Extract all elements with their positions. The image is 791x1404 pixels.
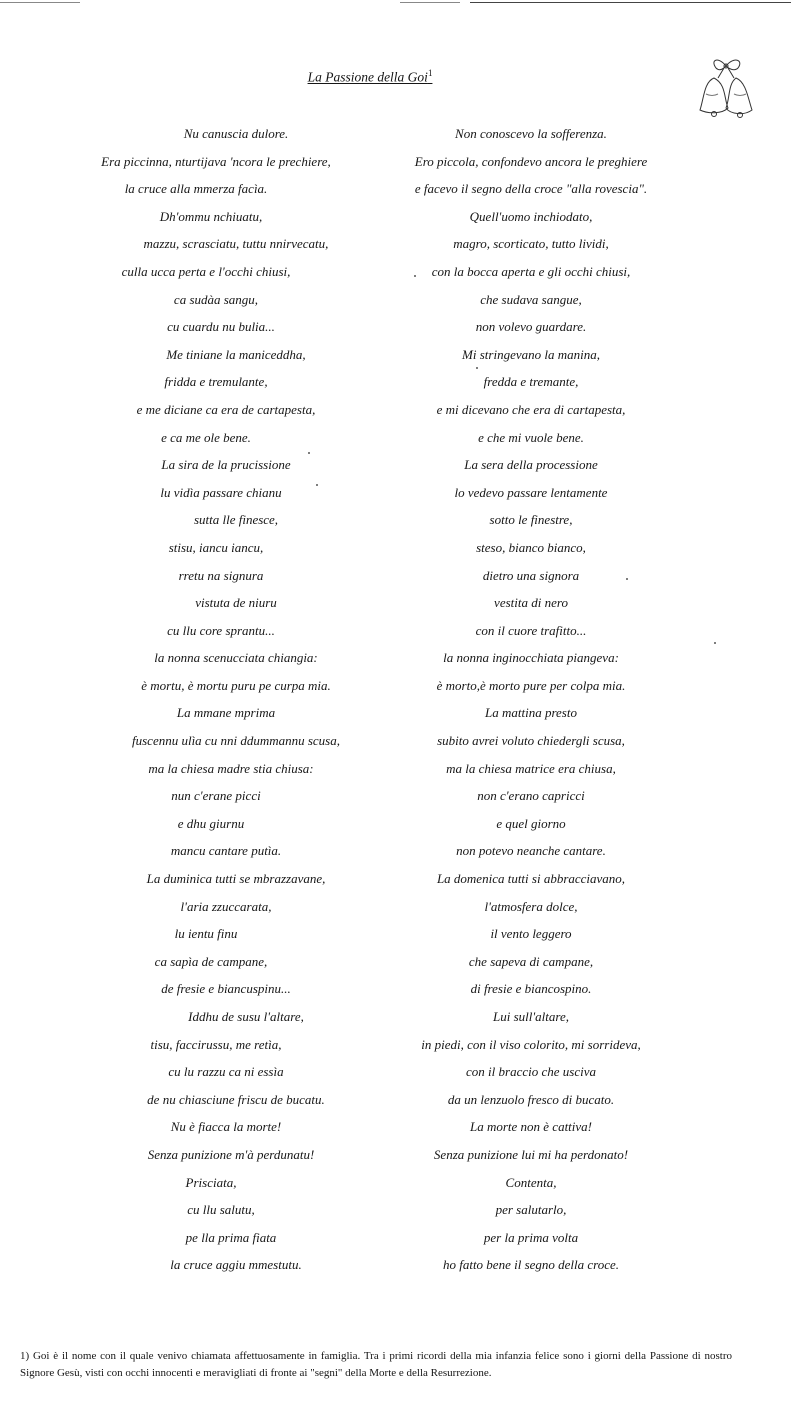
dialect-line: nun c'erane picci xyxy=(171,788,261,804)
italian-line: con il braccio che usciva xyxy=(466,1064,596,1080)
italian-line: lo vedevo passare lentamente xyxy=(454,484,608,500)
dialect-line: Senza punizione m'à perdunatu! xyxy=(147,1146,315,1162)
dialect-line: de nu chiasciune friscu de bucatu. xyxy=(147,1091,325,1107)
italian-line: Mi stringevano la manina, xyxy=(462,346,600,362)
dialect-line: stisu, iancu iancu, xyxy=(168,539,264,555)
italian-line: dietro una signora xyxy=(482,567,580,583)
scan-speck xyxy=(308,452,310,454)
dialect-line: Prisciata, xyxy=(185,1174,237,1190)
dialect-line: e dhu giurnu xyxy=(177,815,245,831)
dialect-line: Dh'ommu nchiuatu, xyxy=(159,208,263,224)
italian-line: per la prima volta xyxy=(483,1229,579,1245)
dialect-line: cu llu salutu, xyxy=(187,1202,255,1218)
italian-line: fredda e tremante, xyxy=(483,374,579,390)
dialect-line: mancu cantare putìa. xyxy=(170,843,282,859)
page-title xyxy=(0,68,740,86)
scan-speck xyxy=(476,367,478,369)
italian-line: con la bocca aperta e gli occhi chiusi, xyxy=(431,263,631,279)
italian-line: Ero piccola, confondevo ancora le preghiere xyxy=(414,153,648,169)
dialect-line: pe lla prima fiata xyxy=(185,1229,277,1245)
dialect-line: Iddhu de susu l'altare, xyxy=(188,1009,304,1024)
title-footnote-marker: 1 xyxy=(427,68,433,78)
italian-line: non c'erano capricci xyxy=(477,788,585,804)
dialect-line: rretu na signura xyxy=(178,567,264,583)
italian-line: La mattina presto xyxy=(485,705,577,721)
dialect-line: cu cuardu nu bulia... xyxy=(167,319,275,335)
italian-line: subito avrei voluto chiedergli scusa, xyxy=(437,733,625,749)
italian-line: di fresie e biancospino. xyxy=(470,981,592,997)
scan-speck xyxy=(414,275,416,277)
page-title-text: La Passione della Goi xyxy=(307,69,428,85)
dialect-line: ca sapìa de campane, xyxy=(154,953,268,969)
italian-line: ho fatto bene il segno della croce. xyxy=(442,1257,620,1273)
dialect-line: ma la chiesa madre stia chiusa: xyxy=(148,760,314,776)
scan-speck xyxy=(714,642,716,644)
italian-line: è morto,è morto pure per colpa mia. xyxy=(436,677,626,693)
christmas-bells-icon xyxy=(692,48,756,128)
scan-speck xyxy=(626,578,628,580)
dialect-line: La duminica tutti se mbrazzavane, xyxy=(146,871,326,887)
dialect-line: cu llu core sprantu... xyxy=(167,622,275,638)
dialect-line: la nonna scenucciata chiangia: xyxy=(154,650,318,666)
italian-line: sotto le finestre, xyxy=(489,512,573,528)
italian-line: l'atmosfera dolce, xyxy=(484,898,578,914)
italian-line: in piedi, con il viso colorito, mi sorrideva, xyxy=(421,1036,641,1052)
italian-line: che sudava sangue, xyxy=(480,291,582,307)
italian-line: non potevo neanche cantare. xyxy=(456,843,606,859)
italian-line: da un lenzuolo fresco di bucato. xyxy=(447,1091,615,1107)
dialect-line: lu ientu finu xyxy=(174,926,238,942)
dialect-line: e me diciane ca era de cartapesta, xyxy=(136,401,316,417)
italian-line: e facevo il segno della croce "alla rovescia". xyxy=(414,181,648,197)
italian-line: Quell'uomo inchiodato, xyxy=(469,208,593,224)
italian-line: Contenta, xyxy=(505,1174,557,1190)
footnote: 1) Goi è il nome con il quale venivo chiamata affettuosamente in famiglia. Tra i primi ricordi della mia infanzia felice sono i giorni della Passione di nostro Signore Gesù, visti con occhi innocenti e meravigliati di fronte ai "segni" della Morte e della Resurrezione. xyxy=(20,1350,732,1379)
italian-line: che sapeva di campane, xyxy=(468,953,594,969)
italian-line: e che mi vuole bene. xyxy=(478,429,584,445)
italian-line: con il cuore trafitto... xyxy=(475,622,587,638)
italian-line: La domenica tutti si abbracciavano, xyxy=(436,871,626,887)
italian-line: per salutarlo, xyxy=(495,1202,567,1218)
dialect-line: tisu, faccirussu, me retìa, xyxy=(150,1036,282,1052)
dialect-line: sutta lle finesce, xyxy=(193,512,279,528)
dialect-line: mazzu, scrasciatu, tuttu nnirvecatu, xyxy=(143,236,329,252)
scan-top-edge xyxy=(0,0,791,8)
italian-line: la nonna inginocchiata piangeva: xyxy=(443,650,619,666)
italian-line: ma la chiesa matrice era chiusa, xyxy=(446,760,616,776)
italian-line: il vento leggero xyxy=(490,926,572,942)
italian-translation-column xyxy=(366,120,696,1279)
italian-line: Senza punizione lui mi ha perdonato! xyxy=(433,1146,629,1162)
dialect-line: de fresie e biancuspinu... xyxy=(161,981,291,997)
dialect-line: La sira de la prucissione xyxy=(161,457,291,473)
scan-speck xyxy=(316,484,318,486)
dialect-line: Me tiniane la maniceddha, xyxy=(166,346,306,362)
italian-line: e quel giorno xyxy=(496,815,566,831)
italian-line: e mi dicevano che era di cartapesta, xyxy=(436,401,626,417)
italian-line: Non conoscevo la sofferenza. xyxy=(455,126,607,141)
italian-line: vestita di nero xyxy=(494,595,568,611)
dialect-line: fuscennu ulìa cu nni ddummannu scusa, xyxy=(132,733,340,749)
dialect-line: Nu è fiacca la morte! xyxy=(170,1119,282,1135)
dialect-line: Nu canuscia dulore. xyxy=(183,126,289,141)
italian-line: steso, bianco bianco, xyxy=(476,539,586,555)
italian-line: non volevo guardare. xyxy=(475,319,587,335)
dialect-line: lu vidìa passare chianu xyxy=(160,484,282,500)
dialect-line: vistuta de niuru xyxy=(195,595,277,611)
dialect-line: culla ucca perta e l'occhi chiusi, xyxy=(121,263,291,279)
italian-line: La morte non è cattiva! xyxy=(469,1119,593,1135)
dialect-line: la cruce alla mmerza facìa. xyxy=(124,181,268,197)
dialect-line: fridda e tremulante, xyxy=(164,374,268,390)
dialect-line: Era piccinna, nturtijava 'ncora le prechiere, xyxy=(101,153,331,169)
dialect-line: è mortu, è mortu puru pe curpa mia. xyxy=(141,677,331,693)
dialect-line: ca sudàa sangu, xyxy=(173,291,259,307)
italian-line: La sera della processione xyxy=(464,457,598,473)
italian-line: Lui sull'altare, xyxy=(493,1009,569,1024)
italian-line: magro, scorticato, tutto lividi, xyxy=(453,236,609,252)
dialect-line: La mmane mprima xyxy=(176,705,276,721)
dialect-poem-column xyxy=(96,120,376,1279)
dialect-line: l'aria zzuccarata, xyxy=(180,898,272,914)
dialect-line: la cruce aggiu mmestutu. xyxy=(170,1257,302,1273)
dialect-line: e ca me ole bene. xyxy=(161,429,251,445)
dialect-line: cu lu razzu ca ni essìa xyxy=(168,1064,284,1080)
